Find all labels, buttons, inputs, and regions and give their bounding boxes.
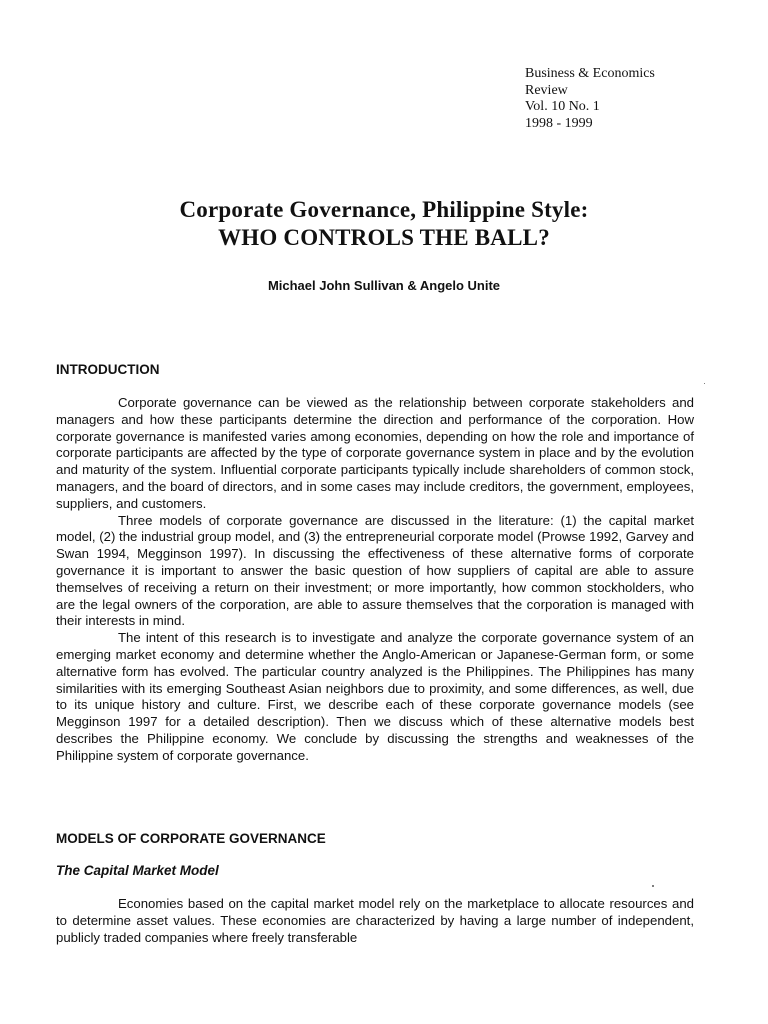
journal-name-line1: Business & Economics [525,66,655,81]
capital-market-paragraph-1: Economies based on the capital market model rely on the marketplace to allocate resources and to determine asset values. These economies are characterized by having a large number of independent, publicly traded companies where freely transferable [56,896,694,945]
capital-market-subheading: The Capital Market Model [56,863,219,878]
journal-name-line2: Review [525,82,568,98]
introduction-body [56,395,694,765]
journal-volume: Vol. 10 No. 1 [525,99,600,114]
scan-speck [652,885,654,887]
article-authors: Michael John Sullivan & Angelo Unite [267,278,501,293]
journal-info [525,66,655,132]
intro-paragraph-3: The intent of this research is to investigate and analyze the corporate governance system of an emerging market economy and determine whether the Anglo-American or Japanese-German form, or some alternative form has evolved. The particular country analyzed is the Philippines. The Philippines has many similarities with its emerging Southeast Asian neighbors due to proximity, and some differences, as well, due to its unique history and culture. First, we describe each of these corporate governance models (see Megginson 1997 for a detailed description). Then we discuss which of these alternative models best describes the Philippine economy. We conclude by discussing the strengths and weaknesses of the Philippine system of corporate governance. [56,630,694,763]
intro-paragraph-2: Three models of corporate governance are discussed in the literature: (1) the capital market model, (2) the industrial group model, and (3) the entrepreneurial corporate model (Prowse 1992, Garvey and Swan 1994, Megginson 1997). In discussing the effectiveness of these alternative forms of corporate governance it is important to answer the basic question of how suppliers of capital are able to assure themselves of receiving a return on their investment; or more importantly, how common stockholders, who are the legal owners of the corporation, are able to assure themselves that the corporation is managed with their interests in mind. [56,512,694,629]
introduction-heading: INTRODUCTION [56,362,160,377]
intro-paragraph-1: Corporate governance can be viewed as the relationship between corporate stakeholders and managers and how these participants determine the direction and performance of the corporation. How corporate governance is manifested varies among economies, depending on how the role and importance of corporate participants are affected by the type of corporate governance system in place and by the evolution and maturity of the system. Influential corporate participants typically include shareholders of common stock, managers, and the board of directors, and in some cases may include creditors, the government, employees, suppliers, and customers. [56,395,694,511]
title-line1: Corporate Governance, Philippine Style: [179,197,589,222]
article-title [0,196,768,252]
scan-speck [704,383,705,384]
journal-years: 1998 - 1999 [525,115,593,131]
capital-market-body [56,896,694,946]
title-line2: WHO CONTROLS THE BALL? [218,225,550,250]
models-heading: MODELS OF CORPORATE GOVERNANCE [56,831,326,846]
